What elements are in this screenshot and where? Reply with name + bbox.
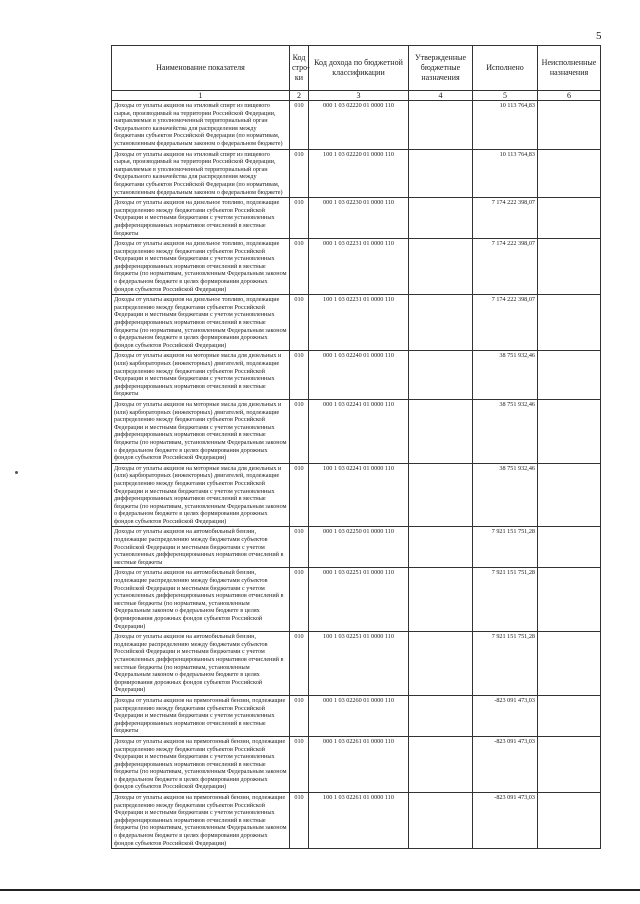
row-approved — [409, 463, 473, 527]
row-unexecuted — [538, 793, 601, 849]
row-name: Доходы от уплаты акцизов на прямогонный бензин, подлежащие распределению между бюджетами субъектов Российской Федерации и местными бюджетами с учетом установленных дифференцированных нормативов отчислений в местные бюджеты — [112, 695, 290, 736]
table-row — [112, 527, 601, 568]
row-name: Доходы от уплаты акцизов на этиловый спирт из пищевого сырья, производимый на территории Российской Федерации, направляемые в уполномоченный территориальный орган Федерального казначейства для распределения между бюджетами субъектов Российской Федерации (по нормативам, установленным федеральным законом о федеральном бюджете) — [112, 101, 290, 150]
row-unexecuted — [538, 351, 601, 400]
table-row — [112, 793, 601, 849]
row-budget-code: 100 1 03 02231 01 0000 110 — [309, 295, 409, 351]
row-unexecuted — [538, 527, 601, 568]
row-unexecuted — [538, 463, 601, 527]
bottom-rule — [0, 889, 640, 891]
column-number: 5 — [473, 91, 538, 101]
revenue-table — [111, 45, 601, 849]
table-row — [112, 101, 601, 150]
row-executed: 7 921 151 751,28 — [473, 527, 538, 568]
table-row — [112, 632, 601, 696]
table-row — [112, 568, 601, 632]
row-approved — [409, 695, 473, 736]
header-line-code: Код стро-ки — [290, 46, 309, 91]
header-executed: Исполнено — [473, 46, 538, 91]
row-executed: -823 091 473,03 — [473, 695, 538, 736]
row-name: Доходы от уплаты акцизов на автомобильный бензин, подлежащие распределению между бюджетами субъектов Российской Федерации и местными бюджетами с учетом установленных дифференцированных нормативов отчислений в местные бюджеты — [112, 527, 290, 568]
header-approved: Утвержденные бюджетные назначения — [409, 46, 473, 91]
row-unexecuted — [538, 101, 601, 150]
row-unexecuted — [538, 568, 601, 632]
column-number: 4 — [409, 91, 473, 101]
column-number: 1 — [112, 91, 290, 101]
row-approved — [409, 568, 473, 632]
row-budget-code: 000 1 03 02251 01 0000 110 — [309, 568, 409, 632]
row-unexecuted — [538, 295, 601, 351]
row-approved — [409, 149, 473, 198]
table-row — [112, 149, 601, 198]
row-executed: 7 921 151 751,28 — [473, 568, 538, 632]
row-name: Доходы от уплаты акцизов на моторные масла для дизельных и (или) карбюраторных (инжекторных) двигателей, подлежащие распределению между бюджетами субъектов Российской Федерации и местными бюджетами с учетом установленных дифференцированных нормативов отчислений в местные бюджеты — [112, 351, 290, 400]
row-unexecuted — [538, 736, 601, 792]
row-budget-code: 000 1 03 02250 01 0000 110 — [309, 527, 409, 568]
row-approved — [409, 239, 473, 295]
row-approved — [409, 198, 473, 239]
row-line-code: 010 — [290, 527, 309, 568]
row-unexecuted — [538, 632, 601, 696]
table-row — [112, 239, 601, 295]
row-executed: -823 091 473,03 — [473, 736, 538, 792]
row-approved — [409, 295, 473, 351]
row-executed: 38 751 932,46 — [473, 463, 538, 527]
row-name: Доходы от уплаты акцизов на моторные масла для дизельных и (или) карбюраторных (инжекторных) двигателей, подлежащие распределению между бюджетами субъектов Российской Федерации и местными бюджетами с учетом установленных дифференцированных нормативов отчислений в местные бюджеты (по нормативам, установленным Федеральным законом о федеральном бюджете в целях формирования дорожных фондов субъектов Российской Федерации) — [112, 399, 290, 463]
row-line-code: 010 — [290, 101, 309, 150]
row-approved — [409, 736, 473, 792]
row-name: Доходы от уплаты акцизов на прямогонный бензин, подлежащие распределению между бюджетами субъектов Российской Федерации и местными бюджетами с учетом установленных дифференцированных нормативов отчислений в местные бюджеты (по нормативам, установленным Федеральным законом о федеральном бюджете в целях формирования дорожных фондов субъектов Российской Федерации) — [112, 793, 290, 849]
row-name: Доходы от уплаты акцизов на автомобильный бензин, подлежащие распределению между бюджетами субъектов Российской Федерации и местными бюджетами с учетом установленных дифференцированных нормативов отчислений в местные бюджеты (по нормативам, установленным Федеральным законом о федеральном бюджете в целях формирования дорожных фондов субъектов Российской Федерации) — [112, 568, 290, 632]
row-name: Доходы от уплаты акцизов на дизельное топливо, подлежащие распределению между бюджетами субъектов Российской Федерации и местными бюджетами с учетом установленных дифференцированных нормативов отчислений в местные бюджеты — [112, 198, 290, 239]
row-line-code: 010 — [290, 793, 309, 849]
row-executed: 38 751 932,46 — [473, 351, 538, 400]
header-budget-code: Код дохода по бюджетной классификации — [309, 46, 409, 91]
row-approved — [409, 793, 473, 849]
row-budget-code: 000 1 03 02230 01 0000 110 — [309, 198, 409, 239]
row-budget-code: 000 1 03 02240 01 0000 110 — [309, 351, 409, 400]
row-name: Доходы от уплаты акцизов на автомобильный бензин, подлежащие распределению между бюджетами субъектов Российской Федерации и местными бюджетами с учетом установленных дифференцированных нормативов отчислений в местные бюджеты (по нормативам, установленным Федеральным законом о федеральном бюджете в целях формирования дорожных фондов субъектов Российской Федерации) — [112, 632, 290, 696]
row-line-code: 010 — [290, 239, 309, 295]
column-number: 3 — [309, 91, 409, 101]
row-unexecuted — [538, 695, 601, 736]
row-unexecuted — [538, 399, 601, 463]
row-unexecuted — [538, 198, 601, 239]
row-unexecuted — [538, 149, 601, 198]
table-row — [112, 736, 601, 792]
page-number: 5 — [596, 30, 602, 42]
row-approved — [409, 399, 473, 463]
column-number: 2 — [290, 91, 309, 101]
table-row — [112, 399, 601, 463]
row-executed: 7 174 222 398,07 — [473, 295, 538, 351]
row-approved — [409, 351, 473, 400]
row-line-code: 010 — [290, 736, 309, 792]
row-budget-code: 100 1 03 02251 01 0000 110 — [309, 632, 409, 696]
row-name: Доходы от уплаты акцизов на прямогонный бензин, подлежащие распределению между бюджетами субъектов Российской Федерации и местными бюджетами с учетом установленных дифференцированных нормативов отчислений в местные бюджеты (по нормативам, установленным Федеральным законом о федеральном бюджете в целях формирования дорожных фондов субъектов Российской Федерации) — [112, 736, 290, 792]
row-budget-code: 000 1 03 02260 01 0000 110 — [309, 695, 409, 736]
row-name: Доходы от уплаты акцизов на дизельное топливо, подлежащие распределению между бюджетами субъектов Российской Федерации и местными бюджетами с учетом установленных дифференцированных нормативов отчислений в местные бюджеты (по нормативам, установленным Федеральным законом о федеральном бюджете в целях формирования дорожных фондов субъектов Российской Федерации) — [112, 239, 290, 295]
table-row — [112, 351, 601, 400]
row-line-code: 010 — [290, 198, 309, 239]
row-line-code: 010 — [290, 399, 309, 463]
row-approved — [409, 101, 473, 150]
header-indicator-name: Наименование показателя — [112, 46, 290, 91]
row-line-code: 010 — [290, 295, 309, 351]
row-executed: 7 921 151 751,28 — [473, 632, 538, 696]
scan-dot — [15, 471, 18, 474]
row-line-code: 010 — [290, 463, 309, 527]
row-executed: -823 091 473,03 — [473, 793, 538, 849]
header-unexecuted: Неисполненные назначения — [538, 46, 601, 91]
row-executed: 7 174 222 398,07 — [473, 198, 538, 239]
row-unexecuted — [538, 239, 601, 295]
row-line-code: 010 — [290, 351, 309, 400]
table-row — [112, 198, 601, 239]
row-budget-code: 100 1 03 02220 01 0000 110 — [309, 149, 409, 198]
table-row — [112, 463, 601, 527]
row-budget-code: 000 1 03 02231 01 0000 110 — [309, 239, 409, 295]
column-number: 6 — [538, 91, 601, 101]
row-approved — [409, 632, 473, 696]
row-budget-code: 000 1 03 02241 01 0000 110 — [309, 399, 409, 463]
row-budget-code: 100 1 03 02241 01 0000 110 — [309, 463, 409, 527]
column-number-row — [112, 91, 601, 101]
row-executed: 38 751 932,46 — [473, 399, 538, 463]
row-budget-code: 000 1 03 02220 01 0000 110 — [309, 101, 409, 150]
row-approved — [409, 527, 473, 568]
row-name: Доходы от уплаты акцизов на этиловый спирт из пищевого сырья, производимый на территории Российской Федерации, направляемые в уполномоченный территориальный орган Федерального казначейства для распределения между бюджетами субъектов Российской Федерации (по нормативам, установленным федеральным законом о федеральном бюджете) — [112, 149, 290, 198]
row-name: Доходы от уплаты акцизов на дизельное топливо, подлежащие распределению между бюджетами субъектов Российской Федерации и местными бюджетами с учетом установленных дифференцированных нормативов отчислений в местные бюджеты (по нормативам, установленным Федеральным законом о федеральном бюджете в целях формирования дорожных фондов субъектов Российской Федерации) — [112, 295, 290, 351]
row-line-code: 010 — [290, 568, 309, 632]
table-header-row — [112, 46, 601, 91]
table-row — [112, 695, 601, 736]
row-budget-code: 000 1 03 02261 01 0000 110 — [309, 736, 409, 792]
row-budget-code: 100 1 03 02261 01 0000 110 — [309, 793, 409, 849]
row-name: Доходы от уплаты акцизов на моторные масла для дизельных и (или) карбюраторных (инжекторных) двигателей, подлежащие распределению между бюджетами субъектов Российской Федерации и местными бюджетами с учетом установленных дифференцированных нормативов отчислений в местные бюджеты (по нормативам, установленным Федеральным законом о федеральном бюджете в целях формирования дорожных фондов субъектов Российской Федерации) — [112, 463, 290, 527]
row-executed: 10 113 764,83 — [473, 149, 538, 198]
row-line-code: 010 — [290, 632, 309, 696]
row-line-code: 010 — [290, 695, 309, 736]
row-executed: 10 113 764,83 — [473, 101, 538, 150]
row-executed: 7 174 222 398,07 — [473, 239, 538, 295]
row-line-code: 010 — [290, 149, 309, 198]
table-row — [112, 295, 601, 351]
